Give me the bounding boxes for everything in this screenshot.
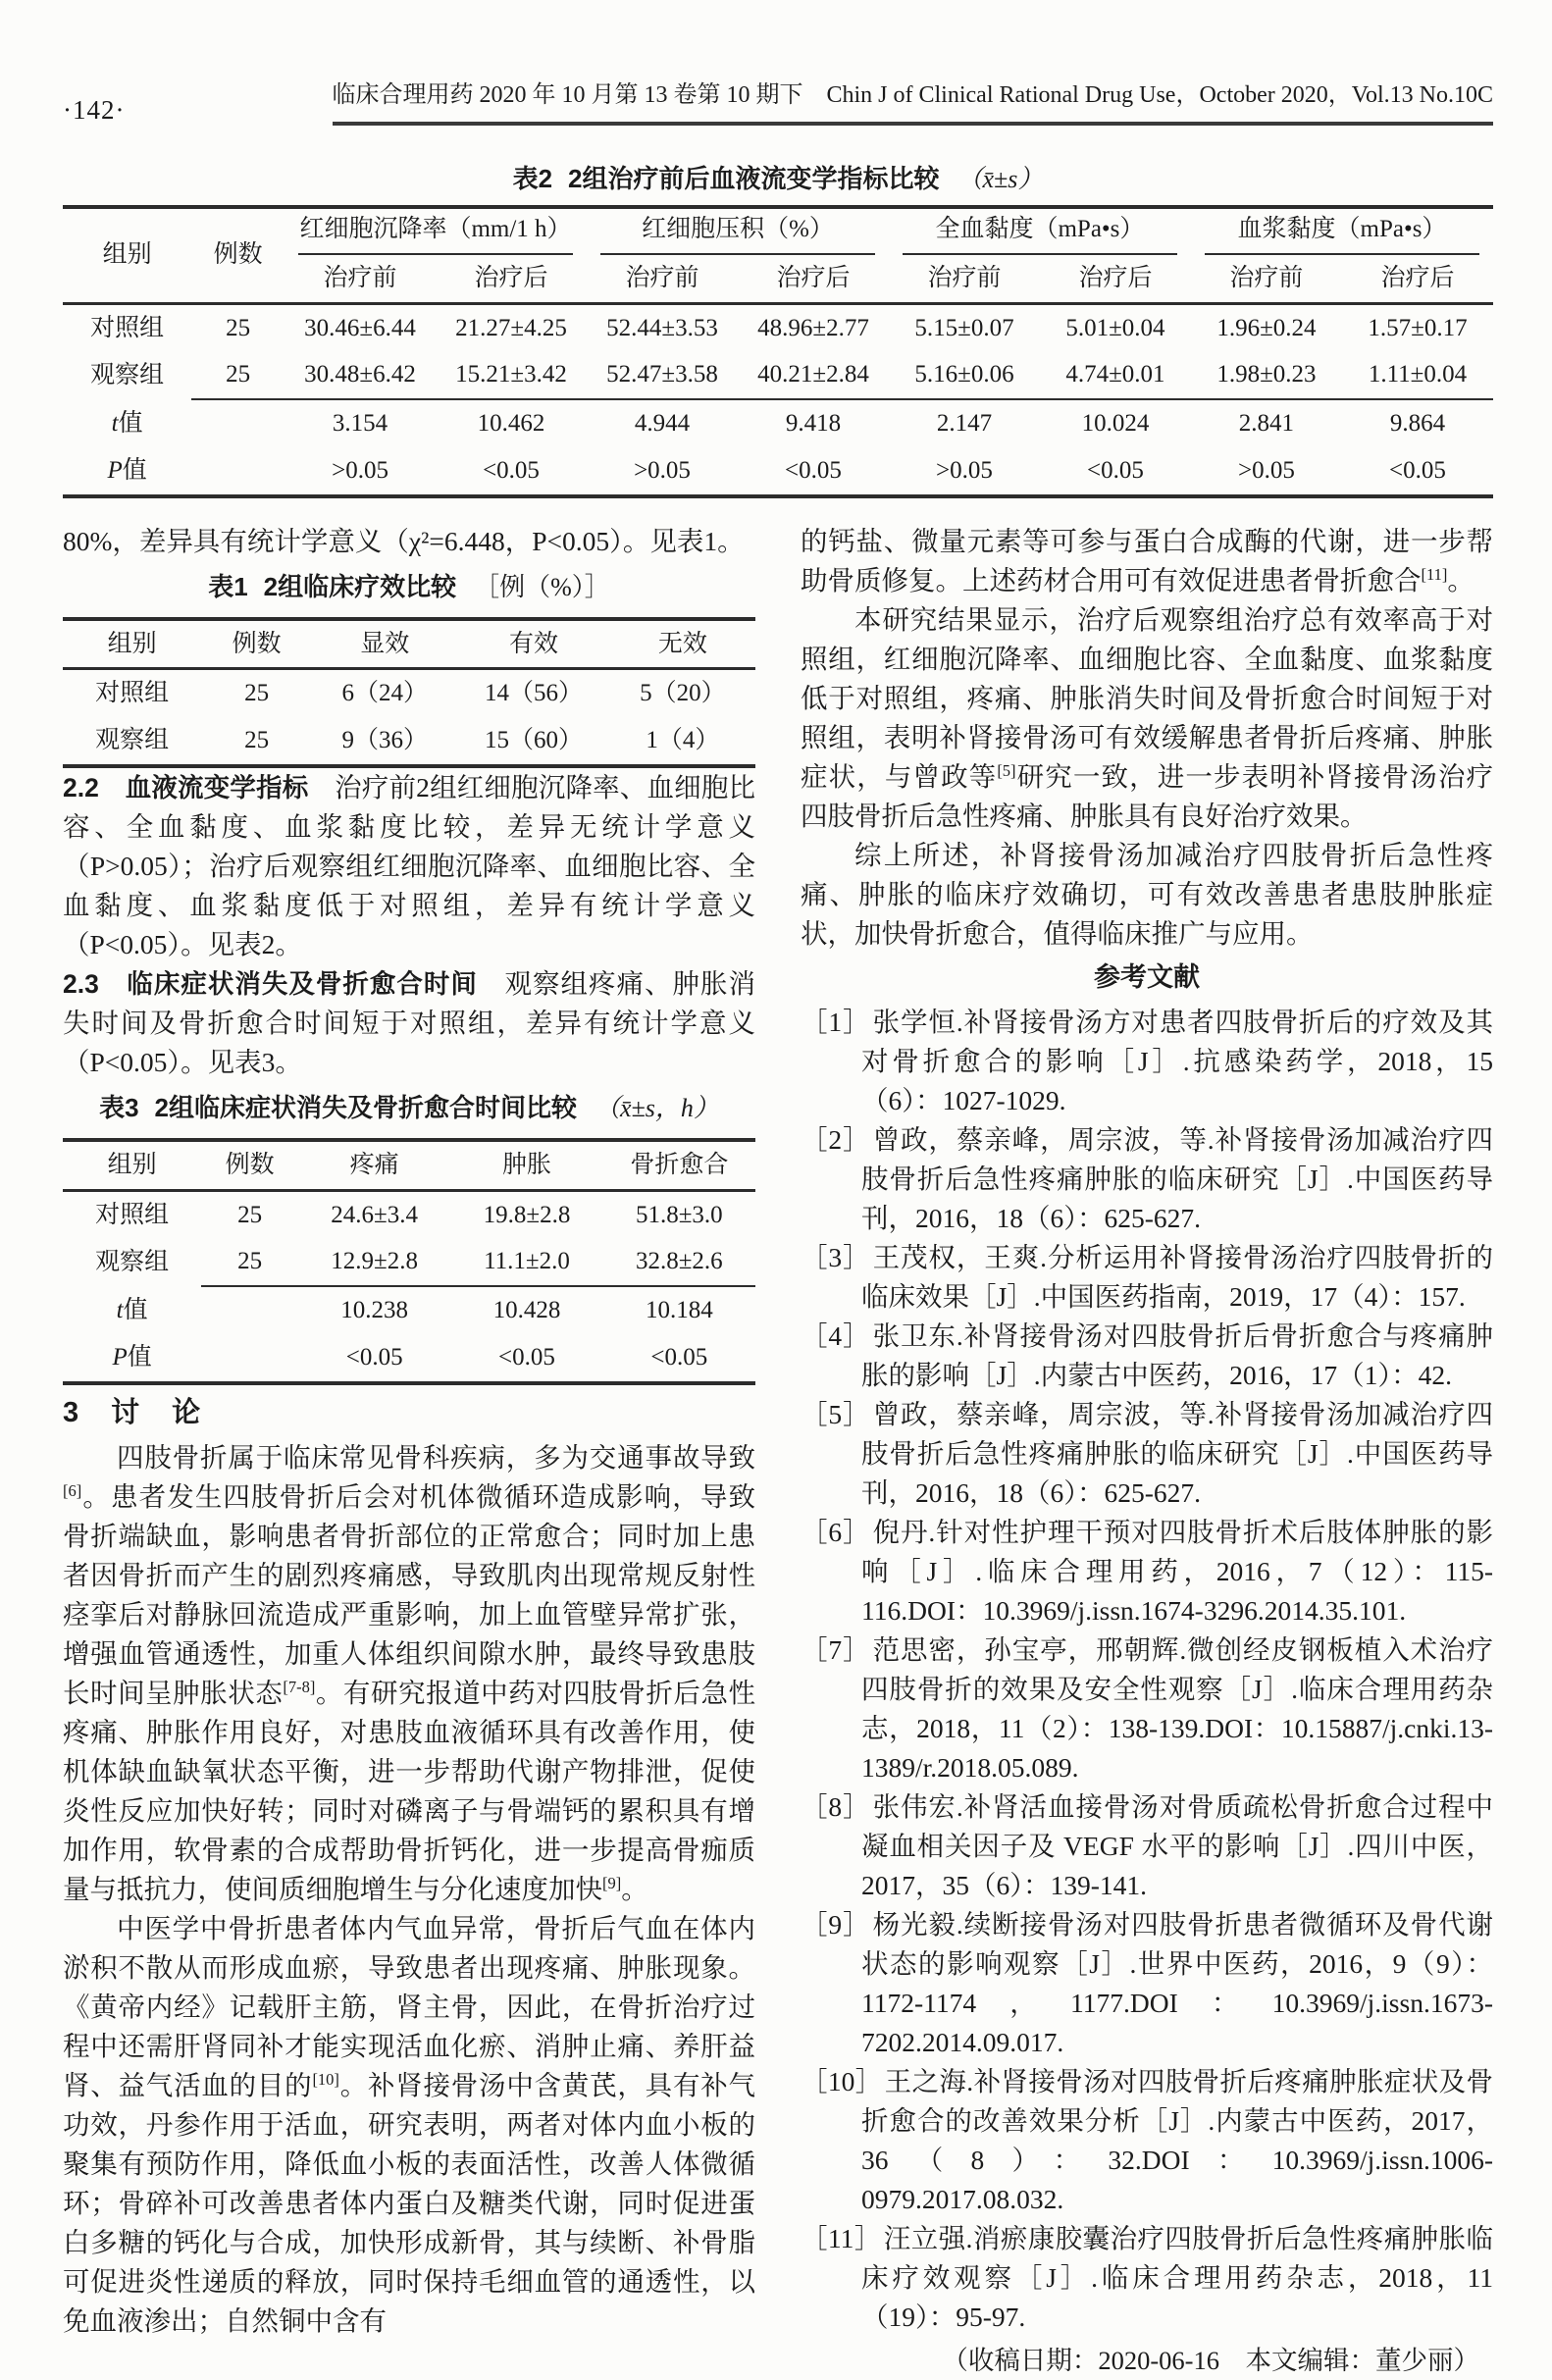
reference-number: ［3］: [801, 1241, 871, 1272]
table-cell: [191, 399, 285, 447]
table-cell: 25: [244, 680, 270, 707]
reference-number: ［5］: [801, 1398, 871, 1429]
table-cell: 观察组: [95, 1248, 170, 1275]
reference-item: ［11］汪立强.消瘀康胶囊治疗四肢骨折后急性疼痛肿胀临床疗效观察［J］.临床合理用药杂志，2018，11（19）：95-97.: [801, 2222, 1494, 2332]
table-cell: 5（20）: [640, 680, 726, 707]
table-caption-unit: （x̄±s，h）: [595, 1093, 719, 1122]
column-header: 肿胀: [450, 1140, 602, 1190]
table-cell: 10.184: [603, 1286, 755, 1334]
column-header: 例数: [191, 207, 285, 303]
references-list: [801, 1003, 1493, 2337]
table-row: [63, 351, 1493, 399]
table-cell: 19.8±2.8: [483, 1201, 571, 1228]
citation-superscript: [11]: [1421, 564, 1448, 584]
table-cell: 1.96±0.24: [1216, 314, 1317, 341]
table-caption-label: 表2: [512, 164, 553, 193]
stat-row: [63, 1286, 755, 1334]
table-cell: 2.841: [1191, 399, 1342, 447]
table-cell: 6（24）: [341, 680, 429, 707]
paragraph: 中医学中骨折患者体内气血异常，骨折后气血在体内淤积不散从而形成血瘀，导致患者出现疼痛、肿胀现象。《黄帝内经》记载肝主筋，肾主骨，因此，在骨折治疗过程中还需肝肾同补才能实现活血化瘀、消肿止痛、养肝益肾、益气活血的目的[10]。补肾接骨汤中含黄芪，具有补气功效，丹参作用于活血，研究表明，两者对体内血小板的聚集有预防作用，降低血小板的表面活性，改善人体微循环；骨碎补可改善患者体内蛋白及糖类代谢，同时促进蛋白多糖的钙化与合成，加快形成新骨，其与续断、补骨脂可促进炎性递质的释放，同时保持毛细血管的通透性，以免血液渗出；自然铜中含有: [63, 1912, 755, 2336]
column-header: 组别: [63, 207, 191, 303]
column-subheader: 治疗后: [738, 255, 889, 303]
table-cell: <0.05: [650, 1343, 708, 1371]
table-cell: 3.154: [285, 399, 436, 447]
table-cell: 1（4）: [646, 727, 720, 753]
discussion-heading: 3 讨 论: [63, 1396, 203, 1428]
table-cell: >0.05: [332, 456, 388, 484]
table-cell: 25: [237, 1248, 263, 1275]
column-subheader: 治疗前: [285, 255, 436, 303]
table-cell: >0.05: [1238, 456, 1295, 484]
reference-item: ［9］杨光毅.续断接骨汤对四肢骨折患者微循环及骨代谢状态的影响观察［J］.世界中医药，2016，9（9）：1172-1174，1177.DOI：10.3969/j.issn.1673-7202.2014.09.017.: [801, 1908, 1494, 2057]
table-cell: 5.01±0.04: [1065, 314, 1165, 341]
column-group-header: 全血黏度（mPa•s）: [889, 207, 1191, 255]
table-caption-label: 表3: [99, 1092, 139, 1122]
stat-row: [63, 447, 1493, 496]
table-cell: 21.27±4.25: [455, 314, 567, 341]
table-cell: 25: [244, 727, 270, 753]
table-cell: 9.418: [738, 399, 889, 447]
table-cell: <0.05: [345, 1343, 403, 1371]
table-3-body: [63, 1190, 755, 1383]
table-3-head: [63, 1140, 755, 1190]
column-header: 有效: [457, 619, 609, 669]
table-cell: 14（56）: [485, 680, 584, 707]
table-cell: 32.8±2.6: [635, 1248, 723, 1275]
column-subheader: 治疗后: [436, 255, 587, 303]
paragraph: 四肢骨折属于临床常见骨科疾病，多为交通事故导致[6]。患者发生四肢骨折后会对机体微循环造成影响，导致骨折端缺血，影响患者骨折部位的正常愈合；同时加上患者因骨折而产生的剧烈疼痛感，导致肌肉出现常规反射性痉挛后对静脉回流造成严重影响，加上血管壁异常扩张，增强血管通透性，加重人体组织间隙水肿，最终导致患肢长时间呈肿胀状态[7-8]。有研究报道中药对四肢骨折后急性疼痛、肿胀作用良好，对患肢血液循环具有改善作用，使机体缺血缺氧状态平衡，进一步帮助代谢产物排泄，促使炎性反应加快好转；同时对磷离子与骨端钙的累积具有增加作用，软骨素的合成帮助骨折钙化，进一步提高骨痂质量与抵抗力，使间质细胞增生与分化速度加快[9]。: [63, 1441, 756, 1904]
reference-number: ［11］: [801, 2222, 882, 2253]
column-group-header: 血浆黏度（mPa•s）: [1191, 207, 1493, 255]
discussion-paragraphs: [63, 1438, 755, 2341]
table-cell: 对照组: [95, 680, 170, 707]
table-cell: 12.9±2.8: [331, 1248, 419, 1275]
column-subheader: 治疗后: [1342, 255, 1493, 303]
table-cell: 52.44±3.53: [606, 314, 718, 341]
table-1-caption: [63, 567, 755, 607]
table-cell: >0.05: [634, 456, 691, 484]
table-cell: [201, 1334, 298, 1383]
table-cell: 15.21±3.42: [455, 361, 567, 388]
table-cell: 10.238: [298, 1286, 450, 1334]
table-caption-unit: （x̄±s）: [957, 165, 1044, 193]
table-cell: 25: [237, 1201, 263, 1228]
journal-title-line: 临床合理用药 2020 年 10 月第 13 卷第 10 期下 Chin J of Clinical Rational Drug Use，October 2020，Vol.13 No.10C: [333, 75, 1494, 126]
page-number: ·142·: [63, 95, 126, 125]
table-row: [63, 1238, 755, 1286]
table-cell: 1.11±0.04: [1368, 361, 1468, 388]
table-cell: [201, 1286, 298, 1334]
table-cell: 9（36）: [341, 727, 429, 753]
column-header: 组别: [63, 619, 201, 669]
column-subheader: 治疗前: [1191, 255, 1342, 303]
column-subheader: 治疗后: [1040, 255, 1191, 303]
table-caption-title: 2组临床疗效比较: [263, 571, 457, 601]
table-cell: t值: [111, 409, 143, 437]
stat-row: [63, 399, 1493, 447]
table-cell: t值: [116, 1296, 148, 1323]
table-1-head: [63, 619, 755, 669]
table-cell: 4.74±0.01: [1065, 361, 1165, 388]
table-cell: >0.05: [936, 456, 993, 484]
section-paragraph: 2.3 临床症状消失及骨折愈合时间 观察组疼痛、肿胀消失时间及骨折愈合时间短于对照组，差异有统计学意义（P<0.05）。见表3。: [63, 967, 756, 1077]
table-1-body: [63, 669, 755, 766]
paragraph: 的钙盐、微量元素等可参与蛋白合成酶的代谢，进一步帮助骨质修复。上述药材合用可有效促进患者骨折愈合[11]。: [801, 525, 1493, 595]
table-caption-title: 2组治疗前后血液流变学指标比较: [568, 164, 940, 193]
reference-item: ［8］张伟宏.补肾活血接骨汤对骨质疏松骨折愈合过程中凝血相关因子及 VEGF 水平的影响［J］.四川中医，2017，35（6）：139-141.: [801, 1790, 1494, 1900]
table-cell: 对照组: [95, 1201, 170, 1228]
reference-number: ［6］: [801, 1516, 871, 1547]
table-cell: 11.1±2.0: [484, 1248, 570, 1275]
table-cell: 5.16±0.06: [914, 361, 1014, 388]
reference-item: ［4］张卫东.补肾接骨汤对四肢骨折后骨折愈合与疼痛肿胀的影响［J］.内蒙古中医药，2016，17（1）：42.: [801, 1319, 1494, 1390]
column-header: 骨折愈合: [603, 1140, 755, 1190]
table-cell: 对照组: [90, 314, 165, 341]
column-header: 无效: [610, 619, 755, 669]
column-group-header: 红细胞压积（%）: [587, 207, 889, 255]
table-cell: 24.6±3.4: [331, 1201, 419, 1228]
table-row: [63, 717, 755, 766]
table-cell: 10.428: [450, 1286, 602, 1334]
table-cell: 15（60）: [485, 727, 584, 753]
table-cell: <0.05: [483, 456, 540, 484]
reference-item: ［7］范思密，孙宝亭，邢朝辉.微创经皮钢板植入术治疗四肢骨折的效果及安全性观察［J］.临床合理用药杂志，2018，11（2）：138-139.DOI：10.15887/j.cnki.13-1389/r.2018.05.089.: [801, 1633, 1494, 1783]
table-cell: 30.46±6.44: [304, 314, 416, 341]
table-cell: P值: [107, 456, 147, 484]
references-heading: 参考文献: [1094, 961, 1200, 992]
table-cell: 30.48±6.42: [304, 361, 416, 388]
table-cell: <0.05: [1087, 456, 1144, 484]
section-paragraph: 2.2 血液流变学指标 治疗前2组红细胞沉降率、血细胞比容、全血黏度、血浆黏度比较，差异无统计学意义（P>0.05）；治疗后观察组红细胞沉降率、血细胞比容、全血黏度、血浆黏度低于对照组，差异有统计学意义（P<0.05）。见表2。: [63, 771, 756, 959]
column-header: 显效: [312, 619, 457, 669]
left-column: [63, 522, 755, 2380]
table-cell: <0.05: [785, 456, 842, 484]
column-header: 疼痛: [298, 1140, 450, 1190]
table-cell: [191, 447, 285, 496]
table-cell: 1.98±0.23: [1216, 361, 1317, 388]
receipt-line: （收稿日期：2020-06-16 本文编辑：董少丽）: [942, 2345, 1479, 2375]
table-3-caption: [63, 1088, 755, 1128]
reference-number: ［8］: [801, 1790, 871, 1822]
section-label: 2.2 血液流变学指标: [63, 772, 336, 802]
table-3: [63, 1138, 755, 1385]
table-cell: <0.05: [498, 1343, 555, 1371]
right-column: [801, 522, 1493, 2380]
paragraph: 80%，差异具有统计学意义（χ²=6.448，P<0.05）。见表1。: [63, 525, 745, 556]
column-header: 例数: [201, 1140, 298, 1190]
table-cell: 51.8±3.0: [635, 1201, 723, 1228]
reference-item: ［2］曾政，蔡亲峰，周宗波，等.补肾接骨汤加减治疗四肢骨折后急性疼痛肿胀的临床研究［J］.中国医药导刊，2016，18（6）：625-627.: [801, 1123, 1494, 1233]
table-row: [63, 669, 755, 717]
column-subheader: 治疗前: [889, 255, 1040, 303]
section-paragraphs: [63, 768, 755, 1082]
reference-number: ［9］: [801, 1908, 871, 1940]
table-caption-title: 2组临床症状消失及骨折愈合时间比较: [154, 1092, 577, 1122]
table-cell: 25: [226, 361, 251, 388]
table-cell: 1.57±0.17: [1368, 314, 1468, 341]
reference-item: ［5］曾政，蔡亲峰，周宗波，等.补肾接骨汤加减治疗四肢骨折后急性疼痛肿胀的临床研究［J］.中国医药导刊，2016，18（6）：625-627.: [801, 1398, 1494, 1508]
reference-item: ［1］张学恒.补肾接骨汤方对患者四肢骨折后的疗效及其对骨折愈合的影响［J］.抗感染药学，2018，15（6）：1027-1029.: [801, 1006, 1494, 1115]
stat-row: [63, 1334, 755, 1383]
table-2-caption: [63, 159, 1493, 195]
table-cell: 4.944: [587, 399, 738, 447]
table-cell: 观察组: [90, 361, 165, 388]
table-row: [63, 1190, 755, 1238]
citation-superscript: [6]: [63, 1480, 82, 1500]
table-2: [63, 205, 1493, 498]
reference-number: ［1］: [801, 1006, 871, 1037]
table-cell: 48.96±2.77: [757, 314, 869, 341]
table-caption-unit: ［例（%）］: [474, 572, 610, 601]
table-2-head: [63, 207, 1493, 303]
intro-paragraphs: [63, 522, 755, 561]
reference-number: ［10］: [801, 2065, 883, 2096]
table-cell: 观察组: [95, 727, 170, 753]
column-subheader: 治疗前: [587, 255, 738, 303]
table-2-body: [63, 303, 1493, 496]
table-cell: P值: [112, 1343, 152, 1371]
paragraph: 本研究结果显示，治疗后观察组治疗总有效率高于对照组，红细胞沉降率、血细胞比容、全血黏度、血浆黏度低于对照组，疼痛、肿胀消失时间及骨折愈合时间短于对照组，表明补肾接骨汤可有效缓解患者骨折后疼痛、肿胀症状，与曾政等[5]研究一致，进一步表明补肾接骨汤治疗四肢骨折后急性疼痛、肿胀具有良好治疗效果。: [801, 603, 1494, 831]
table-cell: 10.462: [436, 399, 587, 447]
table-cell: <0.05: [1389, 456, 1446, 484]
reference-item: ［6］倪丹.针对性护理干预对四肢骨折术后肢体肿胀的影响［J］.临床合理用药，2016，7（12）：115-116.DOI：10.3969/j.issn.1674-3296.2014.35.101.: [801, 1516, 1494, 1626]
table-cell: 25: [226, 314, 251, 341]
reference-number: ［4］: [801, 1319, 871, 1351]
table-cell: 10.024: [1040, 399, 1191, 447]
table-cell: 40.21±2.84: [757, 361, 869, 388]
table-row: [63, 303, 1493, 351]
table-cell: 5.15±0.07: [914, 314, 1014, 341]
reference-number: ［2］: [801, 1123, 871, 1155]
table-cell: 52.47±3.58: [606, 361, 718, 388]
citation-superscript: [10]: [312, 2069, 339, 2089]
right-paragraphs: [801, 522, 1493, 954]
column-group-header: 红细胞沉降率（mm/1 h）: [285, 207, 587, 255]
section-label: 2.3 临床症状消失及骨折愈合时间: [63, 968, 505, 999]
paragraph: 综上所述，补肾接骨汤加减治疗四肢骨折后急性疼痛、肿胀的临床疗效确切，可有效改善患者患肢肿胀症状，加快骨折愈合，值得临床推广与应用。: [801, 839, 1493, 949]
table-caption-label: 表1: [208, 571, 248, 601]
page-header: [63, 75, 1493, 126]
reference-item: ［3］王茂权，王爽.分析运用补肾接骨汤治疗四肢骨折的临床效果［J］.中国医药指南，2019，17（4）：157.: [801, 1241, 1494, 1312]
article-body: [63, 522, 1493, 2380]
reference-number: ［7］: [801, 1633, 871, 1665]
citation-superscript: [9]: [602, 1873, 622, 1892]
column-header: 组别: [63, 1140, 201, 1190]
table-1: [63, 617, 755, 768]
citation-superscript: [7-8]: [283, 1677, 316, 1696]
table-cell: 2.147: [889, 399, 1040, 447]
column-header: 例数: [201, 619, 312, 669]
reference-item: ［10］王之海.补肾接骨汤对四肢骨折后疼痛肿胀症状及骨折愈合的改善效果分析［J］.内蒙古中医药，2017，36（8）：32.DOI：10.3969/j.issn.1006-0979.2017.08.032.: [801, 2065, 1493, 2214]
table-cell: 9.864: [1342, 399, 1493, 447]
citation-superscript: [5]: [997, 760, 1016, 780]
